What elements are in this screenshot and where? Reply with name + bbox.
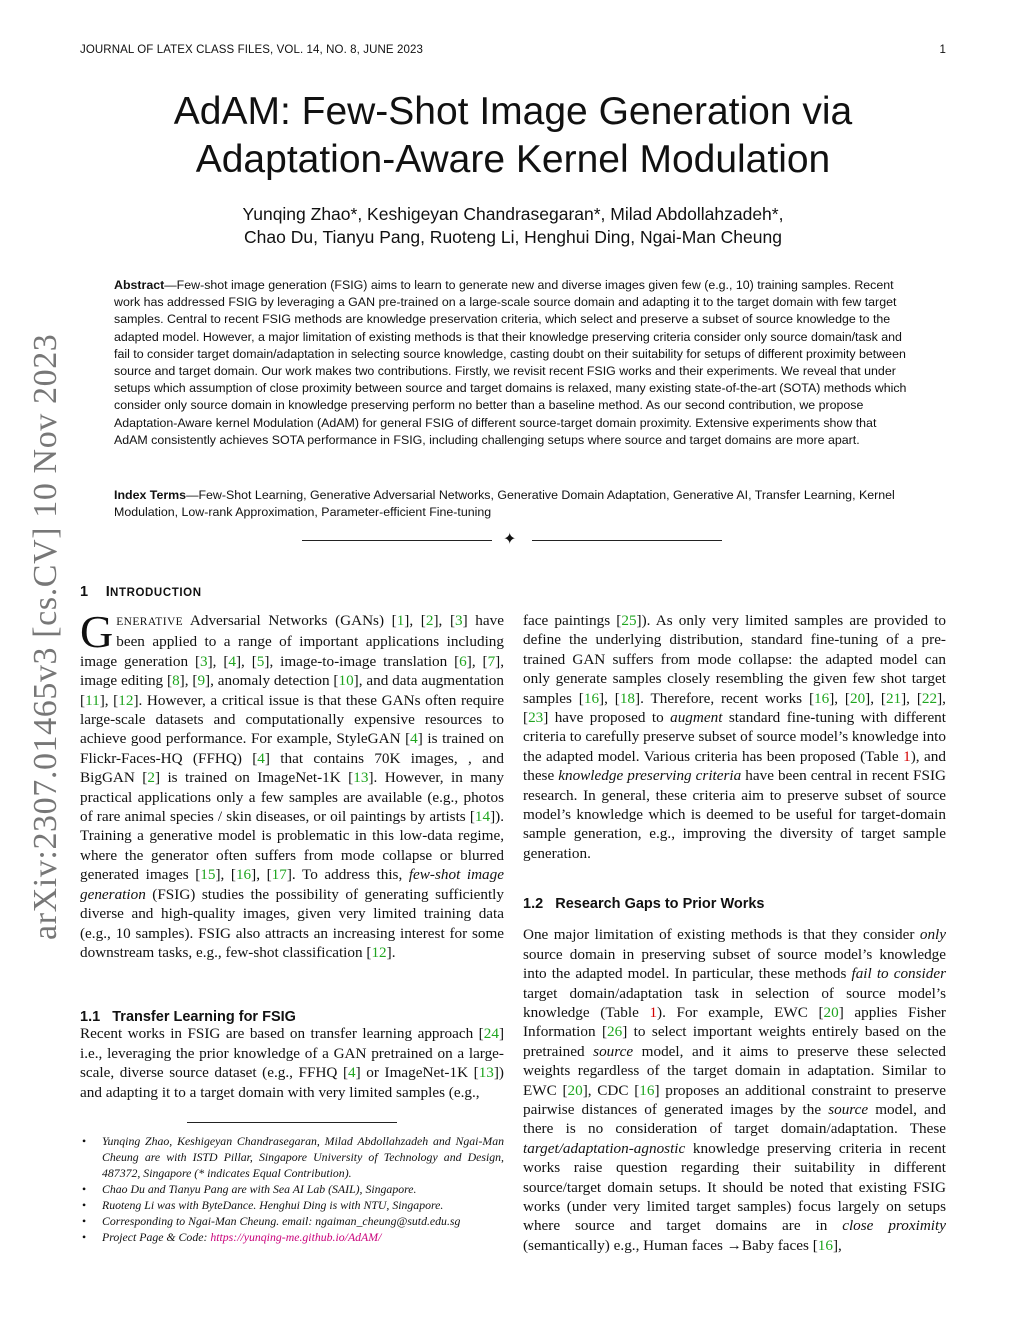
emphasis: augment bbox=[670, 709, 723, 727]
text-run: ] to select important weights entirely based on the pretrained bbox=[523, 1023, 946, 1060]
citation-link[interactable]: 4 bbox=[348, 1064, 356, 1082]
section-1-2-heading: 1.2 Research Gaps to Prior Works bbox=[523, 896, 765, 912]
emphasis: source bbox=[828, 1100, 869, 1118]
footnote-item: • Chao Du and Tianyu Pang are with Sea AI Lab (SAIL), Singapore. bbox=[80, 1181, 504, 1197]
citation-link[interactable]: 14 bbox=[474, 808, 491, 826]
index-terms bbox=[114, 487, 912, 521]
citation-link[interactable]: 20 bbox=[849, 689, 866, 707]
text-run: ], anomaly detection [ bbox=[205, 672, 339, 690]
text-run: Adversarial Networks (GANs) [ bbox=[183, 612, 397, 629]
intro-paragraph-2 bbox=[80, 1024, 504, 1102]
text-run: ] have been applied to a range of important applications including image generation [ bbox=[80, 612, 504, 670]
table-reference-link[interactable]: 1 bbox=[649, 1003, 658, 1021]
footnote-item: • Ruoteng Li was with ByteDance. Henghui Ding is with NTU, Singapore. bbox=[80, 1197, 504, 1213]
citation-link[interactable]: 18 bbox=[619, 689, 636, 707]
small-caps-word: ENERATIVE bbox=[116, 616, 184, 628]
footnote-item: • Corresponding to Ngai-Man Cheung. email: ngaiman_cheung@sutd.edu.sg bbox=[80, 1213, 504, 1229]
emphasis: source bbox=[593, 1042, 634, 1060]
citation-link[interactable]: 16 bbox=[817, 1236, 833, 1254]
citation-link[interactable]: 16 bbox=[639, 1081, 655, 1099]
citation-link[interactable]: 1 bbox=[396, 612, 405, 629]
project-page-label: Project Page & Code: bbox=[102, 1230, 211, 1244]
footnote-rule bbox=[187, 1122, 397, 1123]
citation-link[interactable]: 13 bbox=[478, 1064, 494, 1082]
text-run: ] applies Fisher Information [ bbox=[523, 1003, 946, 1041]
text-run: ]. bbox=[386, 943, 396, 961]
paper-title bbox=[80, 88, 946, 184]
right-column bbox=[523, 611, 946, 1255]
text-run: ). For example, EWC [ bbox=[657, 1003, 824, 1021]
citation-link[interactable]: 7 bbox=[487, 652, 496, 670]
citation-link[interactable]: 16 bbox=[235, 866, 252, 884]
research-gaps-paragraph bbox=[523, 925, 946, 1255]
citation-link[interactable]: 16 bbox=[583, 689, 600, 707]
citation-link[interactable]: 6 bbox=[459, 652, 467, 670]
citation-link[interactable]: 26 bbox=[607, 1023, 623, 1041]
text-run: ], [ bbox=[865, 689, 886, 707]
text-run: ], and data augmentation [ bbox=[80, 672, 504, 709]
abstract bbox=[114, 277, 912, 449]
index-terms-label: Index Terms bbox=[114, 488, 187, 502]
text-run: ], bbox=[832, 1236, 842, 1254]
text-run: ], [ bbox=[599, 689, 620, 707]
citation-link[interactable]: 11 bbox=[85, 691, 100, 709]
text-run: ], [ bbox=[236, 652, 257, 670]
page-number: 1 bbox=[939, 44, 946, 56]
separator-rule-left bbox=[302, 540, 492, 541]
text-run: ] that contains 70K images, , and BigGAN [ bbox=[80, 749, 505, 787]
text-run: ]). Training a generative model is problematic in this low-data regime, where the generator often suffers from mode collapse or blurred generated images [ bbox=[80, 808, 504, 884]
citation-link[interactable]: 20 bbox=[823, 1003, 839, 1021]
text-run: ], image editing [ bbox=[80, 652, 505, 690]
emphasis: only bbox=[919, 926, 946, 944]
section-1-initial: I bbox=[105, 584, 111, 600]
index-terms-text: —Few-Shot Learning, Generative Adversarial Networks, Generative Domain Adaptation, Generative AI, Transfer Learning, Kernel Modulation, Low-rank Approximation, Parameter-efficient Fine-tuning bbox=[114, 488, 895, 520]
text-run: ], [ bbox=[207, 652, 229, 670]
text-run: (semantically) e.g., Human faces →Baby faces [ bbox=[523, 1236, 818, 1254]
drop-cap: G bbox=[80, 606, 114, 657]
text-run: ], [ bbox=[433, 612, 456, 629]
intro-paragraph-1 bbox=[80, 606, 505, 962]
citation-link[interactable]: 3 bbox=[455, 612, 463, 629]
citation-link[interactable]: 16 bbox=[814, 689, 830, 707]
emphasis: knowledge preserving criteria bbox=[558, 767, 742, 785]
text-run: model, and there is no consideration of target domain/adaptation. These bbox=[523, 1100, 946, 1138]
text-run: ] is trained on Flickr-Faces-HQ (FFHQ) [ bbox=[80, 730, 504, 767]
text-run: ] i.e., leveraging the prior knowledge of a GAN pretrained on a large-scale, diverse source dataset (e.g., FFHQ [ bbox=[80, 1025, 504, 1082]
citation-link[interactable]: 13 bbox=[353, 769, 369, 787]
title-line-2: Adaptation-Aware Kernel Modulation bbox=[195, 138, 831, 181]
text-run: ]. However, in many practical applications only a few samples are available (e.g., photos of rare animal species / skin diseases, or oil paintings by artists [ bbox=[80, 769, 505, 826]
text-run: ]. To address this, bbox=[286, 866, 409, 884]
section-1-1-heading: 1.1 Transfer Learning for FSIG bbox=[80, 1009, 296, 1025]
text-run: ], [ bbox=[215, 866, 236, 884]
citation-link[interactable]: 3 bbox=[200, 652, 208, 670]
text-run: ), and these bbox=[523, 747, 946, 785]
text-run: model, and it aims to preserve these selected weights regardless of the target domain in adaptation. Similar to EWC [ bbox=[523, 1042, 947, 1099]
citation-link[interactable]: 8 bbox=[172, 672, 180, 690]
intro-paragraph-3 bbox=[523, 611, 946, 863]
citation-link[interactable]: 12 bbox=[371, 943, 387, 961]
footnote-item bbox=[80, 1229, 504, 1245]
emphasis: close proximity bbox=[842, 1217, 946, 1235]
table-reference-link[interactable]: 1 bbox=[903, 747, 911, 765]
section-1-number: 1 bbox=[80, 584, 89, 600]
text-run: face paintings [ bbox=[523, 612, 622, 629]
emphasis: fail to consider bbox=[851, 965, 947, 983]
text-run: ], [ bbox=[466, 652, 488, 670]
text-run: ], [ bbox=[404, 612, 426, 629]
journal-name: JOURNAL OF LATEX CLASS FILES, VOL. 14, NO. 8, JUNE 2023 bbox=[80, 44, 423, 56]
citation-link[interactable]: 25 bbox=[621, 612, 637, 629]
text-run: ], [ bbox=[251, 866, 272, 884]
text-run: ], [ bbox=[829, 689, 850, 707]
text-run: source domain in preserving subset of source model’s knowledge into the adapted model. In particular, these methods bbox=[523, 945, 946, 983]
text-run: ], image-to-image translation [ bbox=[264, 652, 460, 670]
footnote-item: • Yunqing Zhao, Keshigeyan Chandrasegaran, Milad Abdollahzadeh and Ngai-Man Cheung are with ISTD Pillar, Singapore University of Technology and Design, 487372, Singapore (* indicates Equal Contribution). bbox=[80, 1133, 504, 1181]
text-run: ]) and adapting it to a target domain with very limited samples (e.g., bbox=[80, 1064, 504, 1101]
emphasis: target/adaptation-agnostic bbox=[523, 1139, 686, 1157]
citation-link[interactable]: 20 bbox=[567, 1081, 583, 1099]
emphasis: few-shot image generation bbox=[80, 866, 504, 903]
citation-link[interactable]: 2 bbox=[425, 612, 434, 629]
text-run: (FSIG) studies the possibility of generating sufficiently diverse and high-quality images, given very limited training data (e.g., 10 samples). FSIG also attracts an increasing interest for some downstream tasks, e.g., few-shot classification [ bbox=[80, 885, 504, 961]
title-line-1: AdAM: Few-Shot Image Generation via bbox=[173, 90, 853, 133]
citation-link[interactable]: 21 bbox=[885, 689, 902, 707]
author-list bbox=[80, 203, 946, 249]
citation-link[interactable]: 24 bbox=[483, 1025, 499, 1043]
text-run: ] have proposed to bbox=[543, 709, 671, 727]
footnote-list bbox=[80, 1133, 504, 1245]
citation-link[interactable]: 5 bbox=[256, 652, 265, 670]
citation-link[interactable]: 17 bbox=[271, 866, 287, 884]
separator-rule-right bbox=[532, 540, 722, 541]
text-run: Recent works in FSIG are based on transfer learning approach [ bbox=[80, 1025, 484, 1043]
abstract-text: —Few-shot image generation (FSIG) aims to learn to generate new and diverse images given few (e.g., 10) training samples. Recent work has addressed FSIG by leveraging a GAN pre-trained on a large-scale source domain and adapting it to the target domain with few target samples. Central to recent FSIG methods are knowledge preservation criteria, which select and preserve a subset of source knowledge to the adapted model. However, a major limitation of existing methods is that their knowledge preserving criteria consider only source domain/task and fail to consider target domain/adaptation in selecting source knowledge, casting doubt on their suitability for setups of different proximity between source and target domain. Our work makes two contributions. Firstly, we revisit recent FSIG works and their experiments. We reveal that under setups which assumption of close proximity between source and target domains is relaxed, many existing state-of-the-art (SOTA) methods which consider only source domain in knowledge preserving perform no better than a baseline method. As our second contribution, we propose Adaptation-Aware kernel Modulation (AdAM) for general FSIG of different source-target domain proximity. Extensive experiments show that AdAM consistently achieves SOTA performance in FSIG, including challenging setups where source and target domains are more apart. bbox=[114, 278, 907, 447]
text-run: target domain/adaptation task in selection of source model’s knowledge (Table bbox=[523, 984, 946, 1021]
running-head bbox=[80, 44, 946, 56]
text-run: ]). As only very limited samples are provided to define the underlying distribution, standard fine-tuning of a pre-trained GAN suffers from mode collapse: the adapted model can only generate samples closely resembling the given few shot target samples [ bbox=[523, 612, 947, 707]
citation-link[interactable]: 12 bbox=[118, 691, 134, 709]
citation-link[interactable]: 9 bbox=[197, 672, 206, 690]
arxiv-stamp: arXiv:2307.01465v3 [cs.CV] 10 Nov 2023 bbox=[27, 333, 64, 940]
text-run: ] or ImageNet-1K [ bbox=[355, 1064, 479, 1082]
text-run: ] is trained on ImageNet-1K [ bbox=[154, 769, 354, 787]
authors-line-1: Yunqing Zhao*, Keshigeyan Chandrasegaran*, Milad Abdollahzadeh*, bbox=[242, 204, 784, 224]
section-1-heading bbox=[80, 584, 202, 600]
citation-link[interactable]: 4 bbox=[410, 730, 418, 748]
project-page-link[interactable]: https://yunqing-me.github.io/AdAM/ bbox=[210, 1230, 382, 1244]
text-run: ], [ bbox=[179, 672, 198, 690]
text-run: ], CDC [ bbox=[582, 1081, 640, 1099]
text-run: ], [ bbox=[523, 689, 946, 727]
text-run: standard fine-tuning with different criteria to carefully preserve subset of source model’s knowledge into the adapted model. Various criteria has been proposed (Table bbox=[523, 709, 946, 765]
text-run: ]. However, a critical issue is that these GANs often require large-scale datasets and computationally expensive resources to achieve good performance. For example, StyleGAN [ bbox=[80, 691, 504, 748]
text-run: ]. Therefore, recent works [ bbox=[635, 689, 814, 707]
text-run: ], [ bbox=[99, 691, 119, 709]
text-run: One major limitation of existing methods is that they consider bbox=[523, 926, 920, 944]
abstract-label: Abstract bbox=[114, 278, 165, 292]
citation-link[interactable]: 23 bbox=[528, 709, 544, 727]
citation-link[interactable]: 15 bbox=[200, 866, 216, 884]
authors-line-2: Chao Du, Tianyu Pang, Ruoteng Li, Henghui Ding, Ngai-Man Cheung bbox=[244, 227, 782, 247]
citation-link[interactable]: 2 bbox=[147, 769, 155, 787]
text-run: ] proposes an additional constraint to preserve pairwise distances of generated images by the bbox=[523, 1081, 947, 1118]
separator-diamond-icon: ✦ bbox=[503, 531, 517, 548]
citation-link[interactable]: 4 bbox=[257, 749, 265, 767]
text-run: knowledge preserving criteria in recent works raise question regarding their suitability in different source/target domain setups. It should be noted that existing FSIG works (under very limited target samples) focus largely on setups where source and target domains are in bbox=[523, 1139, 946, 1235]
citation-link[interactable]: 4 bbox=[228, 652, 236, 670]
section-1-rest: NTRODUCTION bbox=[110, 587, 202, 599]
citation-link[interactable]: 22 bbox=[921, 689, 938, 707]
left-column bbox=[80, 606, 505, 1102]
citation-link[interactable]: 10 bbox=[338, 672, 354, 690]
text-run: ], [ bbox=[901, 689, 922, 707]
text-run: have been central in recent FSIG research. In general, these criteria aim to preserve subset of source model’s knowledge which is deemed to be useful for target-domain sample generation, e.g., improving the diversity of target sample generation. bbox=[523, 767, 946, 862]
